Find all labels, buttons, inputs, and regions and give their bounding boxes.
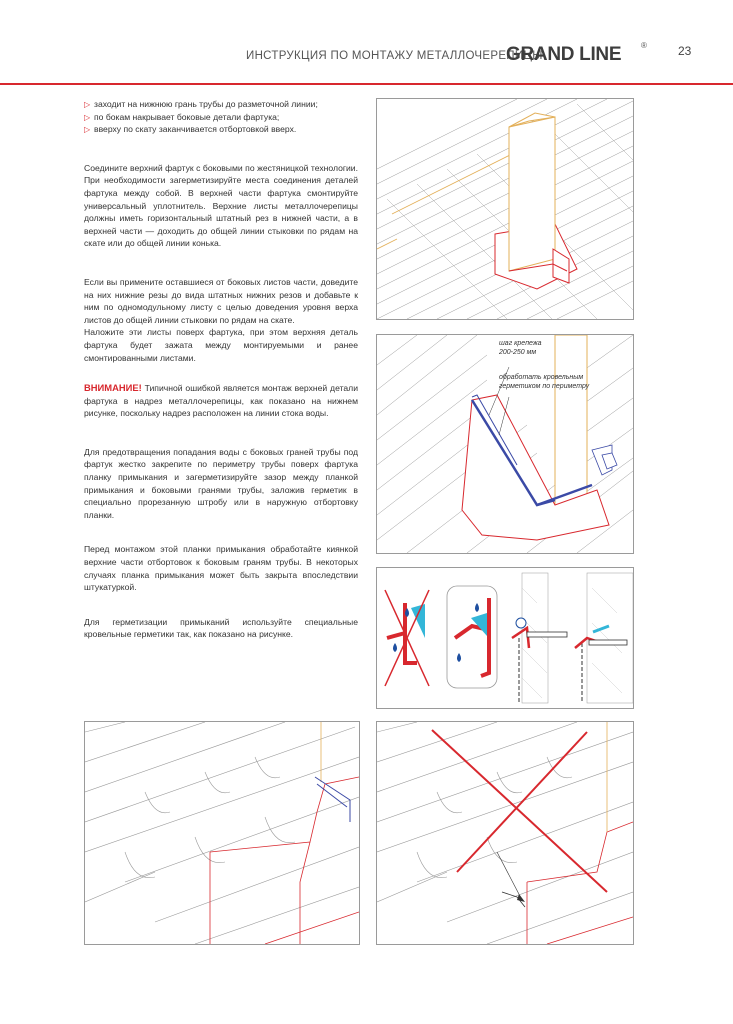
warning-label: ВНИМАНИЕ!	[84, 382, 142, 394]
paragraph: Если вы примените оставшиеся от боковых листов части, доведите на них нижние резы до вида штатных нижних резов и добавьте к ним по одномодульному листу с целью доведения уровня верха листов до общей линии стыковки по рядам на скате.	[84, 276, 358, 325]
triangle-bullet-icon: ▷	[84, 112, 91, 122]
paragraph: Наложите эти листы поверх фартука, при этом верхняя деталь фартука будет зажата между монтируемыми и ранее смонтированными листами.	[84, 327, 358, 363]
registered-mark: ®	[641, 41, 647, 50]
figure-wrong-installation	[376, 721, 634, 945]
list-item: ▷ по бокам накрывает боковые детали фартука;	[84, 111, 358, 124]
figure-correct-installation	[84, 721, 360, 945]
wall-detail-left	[512, 573, 567, 703]
warning-paragraph: ВНИМАНИЕ! Типичной ошибкой является монтаж верхней детали фартука в надрез металлочерепицы, как показано на нижнем рисунке, поскольку надрез расположен на линии стока воды.	[84, 382, 358, 419]
page-number: 23	[678, 44, 692, 58]
list-item: ▷ заходит на нижнюю грань трубы до разметочной линии;	[84, 98, 358, 111]
figure-chimney-apron	[376, 98, 634, 320]
bullet-list	[84, 98, 358, 136]
body-text	[84, 98, 358, 655]
wall-detail-right	[575, 573, 633, 703]
annotation-fastener-step-value: 200-250 мм	[499, 349, 537, 356]
header-divider	[0, 83, 733, 85]
triangle-bullet-icon: ▷	[84, 125, 91, 135]
annotation-sealant: обработать кровельным	[499, 374, 584, 381]
figure-sealing-details	[376, 567, 634, 709]
list-item: ▷ вверху по скату заканчивается отбортовкой вверх.	[84, 123, 358, 136]
header-title: ИНСТРУКЦИЯ ПО МОНТАЖУ МЕТАЛЛОЧЕРЕПИЦЫ	[246, 50, 543, 62]
figure-adjoining-strip	[376, 334, 634, 554]
triangle-bullet-icon: ▷	[84, 100, 91, 109]
paragraph: Для предотвращения попадания воды с боковых граней трубы под фартук жестко закрепите по периметру трубы поверх фартука планку примыкания и загерметизируйте зазор между планкой примыкания и боковыми гранями трубы, заложив герметик в специально прорезанную штробу или в наружную отбортовку планки.	[84, 446, 358, 520]
annotation-sealant-perimeter: герметиком по периметру	[499, 383, 590, 390]
annotation-fastener-step: шаг крепежа	[499, 340, 542, 347]
paragraph: Соедините верхний фартук с боковыми по жестяницкой технологии. При необходимости загерметизируйте места соединения деталей фартука между собой. В верхней части фартука смонтируйте универсальный уплотнитель. Верхние листы металлочерепицы должны иметь горизонтальный штатный рез в нижней части, а в верхней части — доходить до общей линии стыковки по рядам на скате или до общей линии конька.	[84, 162, 358, 249]
paragraph: Для герметизации примыканий используйте специальные кровельные герметики так, как показано на рисунке.	[84, 616, 358, 640]
correct-detail	[447, 586, 497, 688]
paragraph: Перед монтажом этой планки примыкания обработайте киянкой верхние части отбортовок к боковым граням трубы. В некоторых случаях планка примыкания может быть закрыта впоследствии штукатуркой.	[84, 544, 358, 593]
brand-logo: GRAND LINE	[506, 44, 622, 65]
wrong-detail	[385, 590, 429, 686]
